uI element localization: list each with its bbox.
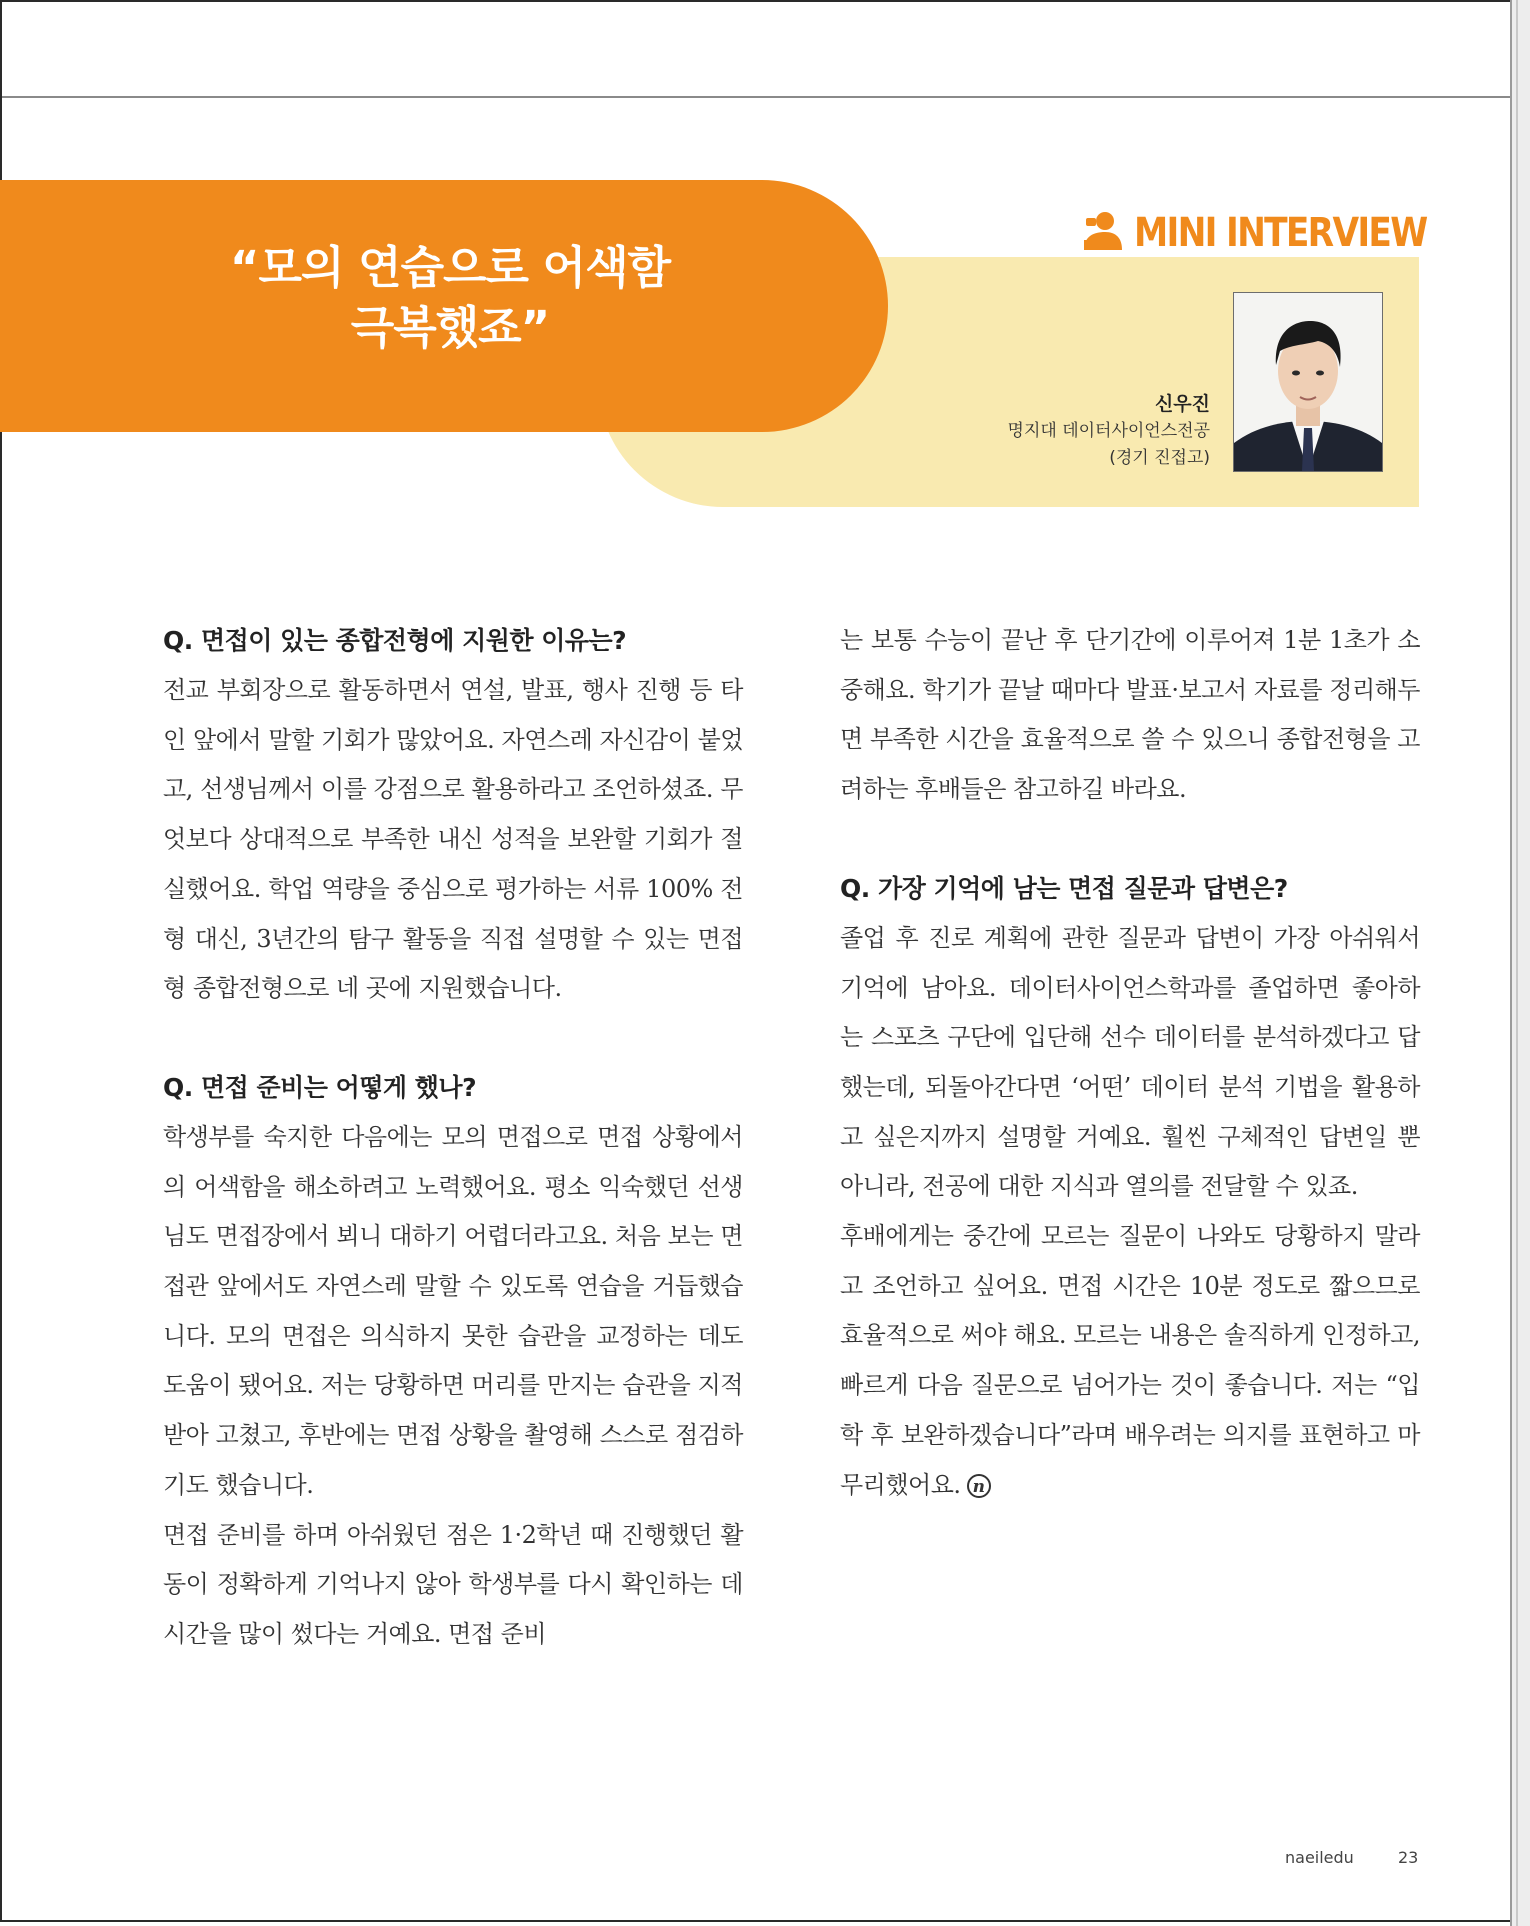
page-number: 23 — [1398, 1848, 1419, 1867]
profile-caption — [1008, 390, 1210, 472]
answer-3-paragraph-1: 졸업 후 진로 계획에 관한 질문과 답변이 가장 아쉬워서 기억에 남아요. 데이터사이언스학과를 졸업하면 좋아하는 스포츠 구단에 입단해 선수 데이터를 분석하겠다고 답했는데, 되돌아간다면 ‘어떤’ 데이터 분석 기법을 활용하고 싶은지까지 설명할 거예요. 훨씬 구체적인 답변일 뿐 아니라, 전공에 대한 지식과 열의를 전달할 수 있죠. — [840, 923, 1420, 1201]
page-edge — [1510, 0, 1530, 1926]
headline — [180, 238, 720, 358]
answer-2-paragraph-1: 학생부를 숙지한 다음에는 모의 면접으로 면접 상황에서의 어색함을 해소하려고 노력했어요. 평소 익숙했던 선생님도 면접장에서 뵈니 대하기 어렵더라고요. 처음 보는 면접관 앞에서도 자연스레 말할 수 있도록 연습을 거듭했습니다. 모의 면접은 의식하지 못한 습관을 교정하는 데도 도움이 됐어요. 저는 당황하면 머리를 만지는 습관을 지적받아 고쳤고, 후반에는 면접 상황을 촬영해 스스로 점검하기도 했습니다. — [163, 1122, 743, 1499]
question-1: Q. 면접이 있는 종합전형에 지원한 이유는? — [163, 626, 627, 655]
answer-2-paragraph-2: 면접 준비를 하며 아쉬웠던 점은 1·2학년 때 진행했던 활동이 정확하게 기억나지 않아 학생부를 다시 확인하는 데 시간을 많이 썼다는 거예요. 면접 준비 — [163, 1520, 743, 1648]
interviewee-photo — [1233, 292, 1383, 472]
headline-line-2: 극복했죠” — [350, 301, 550, 354]
question-3: Q. 가장 기억에 남는 면접 질문과 답변은? — [840, 873, 1288, 903]
answer-3-paragraph-2-text: 후배에게는 중간에 모르는 질문이 나와도 당황하지 말라고 조언하고 싶어요. 면접 시간은 10분 정도로 짧으므로 효율적으로 써야 해요. 모르는 내용은 솔직하게 인정하고, 빠르게 다음 질문으로 넘어가는 것이 좋습니다. 저는 “입학 후 보완하겠습니다”라며 배우려는 의지를 표현하고 마무리했어요. — [840, 1222, 1420, 1499]
interviewee-name: 신우진 — [1154, 393, 1210, 415]
publication-name: naeiledu — [1285, 1848, 1354, 1867]
person-speech-icon — [1080, 210, 1122, 256]
answer-3-paragraph-2 — [840, 1212, 1420, 1510]
headline-line-1: “모의 연습으로 어색함 — [229, 241, 671, 294]
interviewee-school: 명지대 데이터사이언스전공 — [1007, 421, 1210, 441]
naeil-logo-icon: n — [967, 1474, 991, 1498]
left-column — [163, 616, 743, 1660]
answer-1: 전교 부회장으로 활동하면서 연설, 발표, 행사 진행 등 타인 앞에서 말할 기회가 많았어요. 자연스레 자신감이 붙었고, 선생님께서 이를 강점으로 활용하라고 조언하셨죠. 무엇보다 상대적으로 부족한 내신 성적을 보완할 기회가 절실했어요. 학업 역량을 중심으로 평가하는 서류 100% 전형 대신, 3년간의 탐구 활동을 직접 설명할 수 있는 면접형 종합전형으로 네 곳에 지원했습니다. — [163, 676, 743, 1003]
section-label-text: MINI INTERVIEW — [1134, 210, 1427, 256]
question-2: Q. 면접 준비는 어떻게 했나? — [163, 1072, 477, 1102]
right-column — [840, 616, 1420, 1510]
top-rule — [2, 96, 1510, 98]
interviewee-high-school: (경기 진접고) — [1109, 448, 1210, 468]
section-label — [1080, 210, 1474, 256]
answer-2-continued: 는 보통 수능이 끝난 후 단기간에 이루어져 1분 1초가 소중해요. 학기가 끝날 때마다 발표·보고서 자료를 정리해두면 부족한 시간을 효율적으로 쓸 수 있으니 종합전형을 고려하는 후배들은 참고하길 바라요. — [840, 626, 1420, 804]
